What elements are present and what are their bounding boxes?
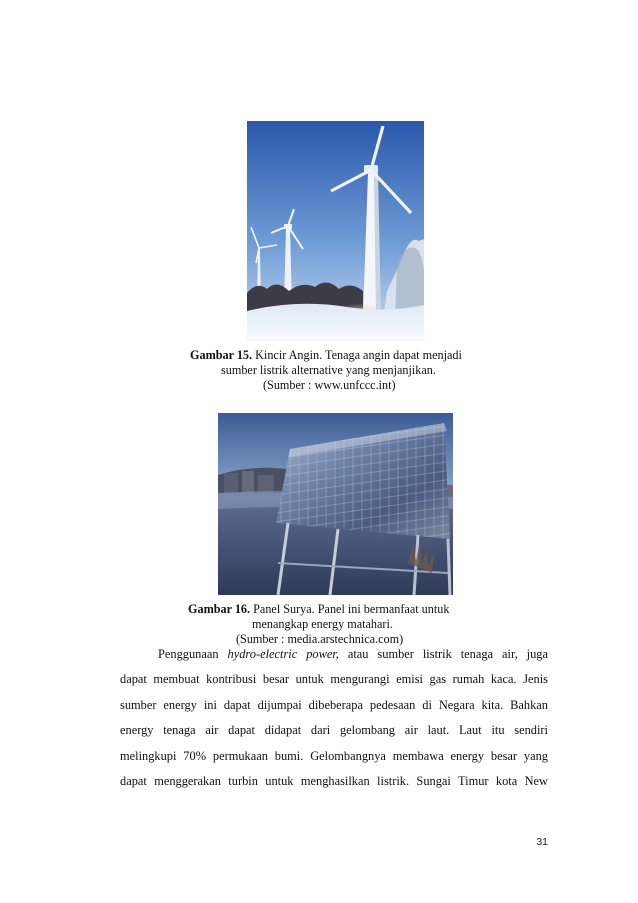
figure-15-caption-line-2: sumber listrik alternative yang menjanjikan. [221, 363, 436, 377]
paragraph-line-3: sumber energy ini dapat dijumpai dibeberapa pedesaan di Negara kita. Bahkan [120, 697, 548, 712]
figure-16-number: Gambar 16. [188, 602, 251, 616]
paragraph-line-4: energy tenaga air dapat didapat dari gelombang air laut. Laut itu sendiri [120, 723, 548, 738]
figure-16-source: (Sumber : media.arstechnica.com) [236, 632, 404, 646]
paragraph-line-5: melingkupi 70% permukaan bumi. Gelombangnya membawa energy besar yang [120, 748, 548, 763]
solar-panel-illustration [218, 413, 453, 595]
figure-15-caption-line-1: Kincir Angin. Tenaga angin dapat menjadi [255, 348, 462, 362]
paragraph-line-6: dapat menggerakan turbin untuk menghasilkan listrik. Sungai Timur kota New [120, 773, 548, 788]
figure-16-caption-line-1: Panel Surya. Panel ini bermanfaat untuk [253, 602, 450, 616]
page-number: 31 [536, 836, 548, 848]
body-paragraph [120, 642, 548, 794]
figure-16-caption [176, 602, 496, 647]
wind-turbine-photo [247, 121, 424, 341]
figure-16-caption-line-2: menangkap energy matahari. [252, 617, 393, 631]
wind-turbine-illustration [247, 121, 424, 341]
figure-15-caption [176, 348, 496, 393]
paragraph-line-2: dapat membuat kontribusi besar untuk mengurangi emisi gas rumah kaca. Jenis [120, 672, 548, 687]
solar-panel-photo [218, 413, 453, 595]
figure-15-number: Gambar 15. [190, 348, 253, 362]
hydro-electric-term: hydro-electric power, [227, 647, 339, 661]
paragraph-line-1: Penggunaan hydro-electric power, atau sumber listrik tenaga air, juga [158, 647, 548, 661]
figure-15-source: (Sumber : www.unfccc.int) [263, 378, 396, 392]
